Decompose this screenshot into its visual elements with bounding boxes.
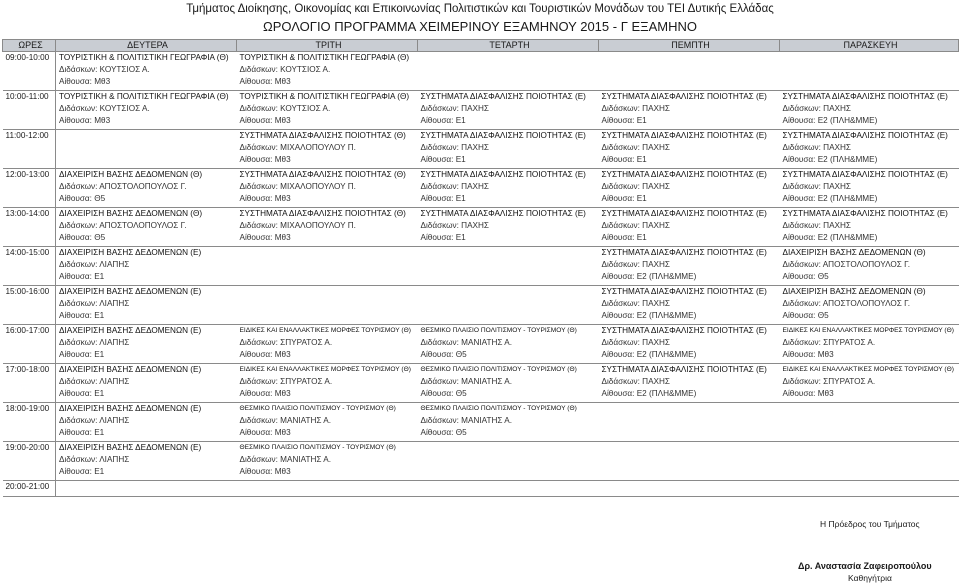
column-header-wednesday: ΤΕΤΑΡΤΗ <box>418 40 599 52</box>
table-row <box>3 286 959 325</box>
course-room: Αίθουσα: Ε2 (ΠΛΗ&ΜΜΕ) <box>782 155 878 165</box>
class-cell-wednesday <box>418 481 599 497</box>
class-cell-tuesday <box>237 247 418 286</box>
table-row <box>3 130 959 169</box>
course-teacher: Διδάσκων: ΠΑΧΗΣ <box>782 104 851 114</box>
course-teacher: Διδάσκων: ΠΑΧΗΣ <box>420 182 489 192</box>
course-room: Αίθουσα: Μθ3 <box>59 77 111 87</box>
schedule-body <box>3 52 959 497</box>
class-cell-tuesday <box>237 169 418 208</box>
time-slot: 19:00-20:00 <box>3 442 56 481</box>
document-subtitle: ΩΡΟΛΟΓΙΟ ΠΡΟΓΡΑΜΜΑ ΧΕΙΜΕΡΙΝΟΥ ΕΞΑΜΗΝΟΥ 2015 - Γ ΕΞΑΜΗΝΟ <box>263 19 697 34</box>
course-teacher: Διδάσκων: ΣΠΥΡΑΤΟΣ Α. <box>782 377 876 387</box>
course-teacher: Διδάσκων: ΜΑΝΙΑΤΗΣ Α. <box>239 455 332 465</box>
table-row <box>3 403 959 442</box>
course-title: ΘΕΣΜΙΚΟ ΠΛΑΙΣΙΟ ΠΟΛΙΤΙΣΜΟΥ - ΤΟΥΡΙΣΜΟΥ (Θ) <box>420 366 577 373</box>
column-header-friday: ΠΑΡΑΣΚΕΥΗ <box>780 40 959 52</box>
course-teacher: Διδάσκων: ΚΟΥΤΣΙΟΣ Α. <box>59 65 150 75</box>
course-teacher: Διδάσκων: ΛΙΑΠΗΣ <box>59 299 130 309</box>
course-teacher: Διδάσκων: ΛΙΑΠΗΣ <box>59 377 130 387</box>
course-title: ΣΥΣΤΗΜΑΤΑ ΔΙΑΣΦΑΛΙΣΗΣ ΠΟΙΟΤΗΤΑΣ (Ε) <box>782 170 948 179</box>
course-room: Αίθουσα: Μθ3 <box>239 389 291 399</box>
course-room: Αίθουσα: Μθ3 <box>239 233 291 243</box>
course-title: ΣΥΣΤΗΜΑΤΑ ΔΙΑΣΦΑΛΙΣΗΣ ΠΟΙΟΤΗΤΑΣ (Ε) <box>601 326 767 335</box>
class-cell-wednesday <box>418 364 599 403</box>
class-cell-thursday <box>599 169 780 208</box>
course-room: Αίθουσα: Ε1 <box>601 116 647 126</box>
course-room: Αίθουσα: Ε2 (ΠΛΗ&ΜΜΕ) <box>601 311 697 321</box>
class-cell-wednesday <box>418 247 599 286</box>
course-teacher: Διδάσκων: ΜΙΧΑΛΟΠΟΥΛΟΥ Π. <box>239 182 356 192</box>
course-teacher: Διδάσκων: ΠΑΧΗΣ <box>601 143 670 153</box>
time-slot: 14:00-15:00 <box>3 247 56 286</box>
course-room: Αίθουσα: Ε2 (ΠΛΗ&ΜΜΕ) <box>601 350 697 360</box>
course-room: Αίθουσα: Θ5 <box>59 194 106 204</box>
class-cell-tuesday <box>237 208 418 247</box>
course-title: ΣΥΣΤΗΜΑΤΑ ΔΙΑΣΦΑΛΙΣΗΣ ΠΟΙΟΤΗΤΑΣ (Θ) <box>239 170 406 179</box>
course-room: Αίθουσα: Θ5 <box>782 272 829 282</box>
course-teacher: Διδάσκων: ΠΑΧΗΣ <box>601 260 670 270</box>
class-cell-wednesday <box>418 91 599 130</box>
course-room: Αίθουσα: Μθ3 <box>782 389 834 399</box>
course-teacher: Διδάσκων: ΚΟΥΤΣΙΟΣ Α. <box>239 104 331 114</box>
course-room: Αίθουσα: Ε1 <box>420 194 466 204</box>
class-cell-monday <box>56 442 237 481</box>
course-title: ΣΥΣΤΗΜΑΤΑ ΔΙΑΣΦΑΛΙΣΗΣ ΠΟΙΟΤΗΤΑΣ (Ε) <box>782 209 948 218</box>
class-cell-friday <box>780 208 959 247</box>
course-title: ΣΥΣΤΗΜΑΤΑ ΔΙΑΣΦΑΛΙΣΗΣ ΠΟΙΟΤΗΤΑΣ (Ε) <box>601 248 767 257</box>
course-title: ΣΥΣΤΗΜΑΤΑ ΔΙΑΣΦΑΛΙΣΗΣ ΠΟΙΟΤΗΤΑΣ (Ε) <box>782 92 948 101</box>
course-title: ΣΥΣΤΗΜΑΤΑ ΔΙΑΣΦΑΛΙΣΗΣ ΠΟΙΟΤΗΤΑΣ (Ε) <box>601 131 767 140</box>
course-teacher: Διδάσκων: ΛΙΑΠΗΣ <box>59 455 130 465</box>
class-cell-tuesday <box>237 91 418 130</box>
course-room: Αίθουσα: Ε2 (ΠΛΗ&ΜΜΕ) <box>782 233 878 243</box>
class-cell-friday <box>780 169 959 208</box>
table-row <box>3 325 959 364</box>
class-cell-wednesday <box>418 442 599 481</box>
course-teacher: Διδάσκων: ΠΑΧΗΣ <box>782 143 851 153</box>
class-cell-monday <box>56 481 237 497</box>
course-room: Αίθουσα: Ε2 (ΠΛΗ&ΜΜΕ) <box>782 116 878 126</box>
document-title: Τμήματος Διοίκησης, Οικονομίας και Επικοινωνίας Πολιτιστικών και Τουριστικών Μονάδων του ΤΕΙ Δυτικής Ελλάδας <box>186 3 774 15</box>
class-cell-thursday <box>599 364 780 403</box>
signature-title: Καθηγήτρια <box>848 573 892 583</box>
table-row <box>3 91 959 130</box>
class-cell-wednesday <box>418 325 599 364</box>
course-title: ΔΙΑΧΕΙΡΙΣΗ ΒΑΣΗΣ ΔΕΔΟΜΕΝΩΝ (Ε) <box>59 248 202 257</box>
class-cell-thursday <box>599 91 780 130</box>
class-cell-tuesday <box>237 52 418 91</box>
course-room: Αίθουσα: Ε2 (ΠΛΗ&ΜΜΕ) <box>782 194 878 204</box>
class-cell-monday <box>56 364 237 403</box>
course-title: ΤΟΥΡΙΣΤΙΚΗ & ΠΟΛΙΤΙΣΤΙΚΗ ΓΕΩΓΡΑΦΙΑ (Θ) <box>59 53 229 62</box>
class-cell-monday <box>56 286 237 325</box>
course-title: ΔΙΑΧΕΙΡΙΣΗ ΒΑΣΗΣ ΔΕΔΟΜΕΝΩΝ (Ε) <box>59 404 202 413</box>
course-room: Αίθουσα: Ε1 <box>59 272 105 282</box>
course-title: ΣΥΣΤΗΜΑΤΑ ΔΙΑΣΦΑΛΙΣΗΣ ΠΟΙΟΤΗΤΑΣ (Ε) <box>782 131 948 140</box>
course-room: Αίθουσα: Ε1 <box>420 155 466 165</box>
course-title: ΣΥΣΤΗΜΑΤΑ ΔΙΑΣΦΑΛΙΣΗΣ ΠΟΙΟΤΗΤΑΣ (Ε) <box>420 92 586 101</box>
course-room: Αίθουσα: Ε1 <box>601 233 647 243</box>
column-header-hours: ΩΡΕΣ <box>3 40 56 52</box>
course-title: ΣΥΣΤΗΜΑΤΑ ΔΙΑΣΦΑΛΙΣΗΣ ΠΟΙΟΤΗΤΑΣ (Ε) <box>420 170 586 179</box>
class-cell-monday <box>56 325 237 364</box>
class-cell-monday <box>56 247 237 286</box>
course-title: ΘΕΣΜΙΚΟ ΠΛΑΙΣΙΟ ΠΟΛΙΤΙΣΜΟΥ - ΤΟΥΡΙΣΜΟΥ (Θ) <box>239 405 396 412</box>
column-header-thursday: ΠΕΜΠΤΗ <box>599 40 780 52</box>
course-teacher: Διδάσκων: ΑΠΟΣΤΟΛΟΠΟΥΛΟΣ Γ. <box>782 299 911 309</box>
course-teacher: Διδάσκων: ΜΙΧΑΛΟΠΟΥΛΟΥ Π. <box>239 221 356 231</box>
course-room: Αίθουσα: Ε1 <box>601 194 647 204</box>
course-title: ΘΕΣΜΙΚΟ ΠΛΑΙΣΙΟ ΠΟΛΙΤΙΣΜΟΥ - ΤΟΥΡΙΣΜΟΥ (Θ) <box>420 327 577 334</box>
course-title: ΔΙΑΧΕΙΡΙΣΗ ΒΑΣΗΣ ΔΕΔΟΜΕΝΩΝ (Ε) <box>59 326 202 335</box>
class-cell-wednesday <box>418 208 599 247</box>
class-cell-thursday <box>599 442 780 481</box>
course-room: Αίθουσα: Μθ3 <box>59 116 111 126</box>
course-room: Αίθουσα: Μθ3 <box>239 350 291 360</box>
table-row <box>3 481 959 497</box>
class-cell-thursday <box>599 481 780 497</box>
course-title: ΣΥΣΤΗΜΑΤΑ ΔΙΑΣΦΑΛΙΣΗΣ ΠΟΙΟΤΗΤΑΣ (Ε) <box>420 131 586 140</box>
course-title: ΣΥΣΤΗΜΑΤΑ ΔΙΑΣΦΑΛΙΣΗΣ ΠΟΙΟΤΗΤΑΣ (Ε) <box>601 170 767 179</box>
course-teacher: Διδάσκων: ΜΑΝΙΑΤΗΣ Α. <box>420 338 513 348</box>
course-teacher: Διδάσκων: ΠΑΧΗΣ <box>420 104 489 114</box>
time-slot: 11:00-12:00 <box>3 130 56 169</box>
class-cell-monday <box>56 52 237 91</box>
class-cell-monday <box>56 208 237 247</box>
course-title: ΣΥΣΤΗΜΑΤΑ ΔΙΑΣΦΑΛΙΣΗΣ ΠΟΙΟΤΗΤΑΣ (Ε) <box>601 209 767 218</box>
class-cell-monday <box>56 130 237 169</box>
course-title: ΕΙΔΙΚΕΣ ΚΑΙ ΕΝΑΛΛΑΚΤΙΚΕΣ ΜΟΡΦΕΣ ΤΟΥΡΙΣΜΟΥ (Θ) <box>239 366 411 373</box>
time-slot: 09:00-10:00 <box>3 52 56 91</box>
course-title: ΔΙΑΧΕΙΡΙΣΗ ΒΑΣΗΣ ΔΕΔΟΜΕΝΩΝ (Ε) <box>59 365 202 374</box>
course-title: ΘΕΣΜΙΚΟ ΠΛΑΙΣΙΟ ΠΟΛΙΤΙΣΜΟΥ - ΤΟΥΡΙΣΜΟΥ (Θ) <box>239 444 396 451</box>
course-teacher: Διδάσκων: ΠΑΧΗΣ <box>782 182 851 192</box>
course-title: ΕΙΔΙΚΕΣ ΚΑΙ ΕΝΑΛΛΑΚΤΙΚΕΣ ΜΟΡΦΕΣ ΤΟΥΡΙΣΜΟΥ (Θ) <box>782 327 954 334</box>
course-room: Αίθουσα: Ε1 <box>59 389 105 399</box>
class-cell-thursday <box>599 130 780 169</box>
course-teacher: Διδάσκων: ΠΑΧΗΣ <box>420 221 489 231</box>
course-room: Αίθουσα: Ε1 <box>601 155 647 165</box>
course-teacher: Διδάσκων: ΣΠΥΡΑΤΟΣ Α. <box>239 338 333 348</box>
class-cell-monday <box>56 403 237 442</box>
course-title: ΤΟΥΡΙΣΤΙΚΗ & ΠΟΛΙΤΙΣΤΙΚΗ ΓΕΩΓΡΑΦΙΑ (Θ) <box>239 53 410 62</box>
class-cell-friday <box>780 325 959 364</box>
course-room: Αίθουσα: Μθ3 <box>239 467 291 477</box>
time-slot: 13:00-14:00 <box>3 208 56 247</box>
class-cell-wednesday <box>418 286 599 325</box>
course-room: Αίθουσα: Μθ3 <box>782 350 834 360</box>
course-title: ΔΙΑΧΕΙΡΙΣΗ ΒΑΣΗΣ ΔΕΔΟΜΕΝΩΝ (Θ) <box>782 248 926 257</box>
course-room: Αίθουσα: Ε1 <box>59 428 105 438</box>
course-teacher: Διδάσκων: ΣΠΥΡΑΤΟΣ Α. <box>239 377 333 387</box>
course-teacher: Διδάσκων: ΠΑΧΗΣ <box>420 143 489 153</box>
course-teacher: Διδάσκων: ΣΠΥΡΑΤΟΣ Α. <box>782 338 876 348</box>
class-cell-thursday <box>599 52 780 91</box>
course-title: ΣΥΣΤΗΜΑΤΑ ΔΙΑΣΦΑΛΙΣΗΣ ΠΟΙΟΤΗΤΑΣ (Ε) <box>601 92 767 101</box>
course-title: ΤΟΥΡΙΣΤΙΚΗ & ΠΟΛΙΤΙΣΤΙΚΗ ΓΕΩΓΡΑΦΙΑ (Θ) <box>59 92 229 101</box>
course-room: Αίθουσα: Μθ3 <box>239 77 291 87</box>
course-title: ΕΙΔΙΚΕΣ ΚΑΙ ΕΝΑΛΛΑΚΤΙΚΕΣ ΜΟΡΦΕΣ ΤΟΥΡΙΣΜΟΥ (Θ) <box>782 366 954 373</box>
course-title: ΔΙΑΧΕΙΡΙΣΗ ΒΑΣΗΣ ΔΕΔΟΜΕΝΩΝ (Ε) <box>59 287 202 296</box>
class-cell-thursday <box>599 403 780 442</box>
class-cell-thursday <box>599 325 780 364</box>
class-cell-friday <box>780 403 959 442</box>
course-teacher: Διδάσκων: ΜΑΝΙΑΤΗΣ Α. <box>239 416 332 426</box>
course-room: Αίθουσα: Μθ3 <box>239 155 291 165</box>
class-cell-monday <box>56 91 237 130</box>
course-teacher: Διδάσκων: ΑΠΟΣΤΟΛΟΠΟΥΛΟΣ Γ. <box>782 260 911 270</box>
course-title: ΔΙΑΧΕΙΡΙΣΗ ΒΑΣΗΣ ΔΕΔΟΜΕΝΩΝ (Ε) <box>59 443 202 452</box>
course-room: Αίθουσα: Ε1 <box>59 311 105 321</box>
course-title: ΤΟΥΡΙΣΤΙΚΗ & ΠΟΛΙΤΙΣΤΙΚΗ ΓΕΩΓΡΑΦΙΑ (Θ) <box>239 92 410 101</box>
class-cell-friday <box>780 247 959 286</box>
course-teacher: Διδάσκων: ΠΑΧΗΣ <box>601 104 670 114</box>
course-room: Αίθουσα: Θ5 <box>420 428 467 438</box>
class-cell-friday <box>780 481 959 497</box>
class-cell-wednesday <box>418 403 599 442</box>
time-slot: 18:00-19:00 <box>3 403 56 442</box>
course-teacher: Διδάσκων: ΛΙΑΠΗΣ <box>59 260 130 270</box>
course-room: Αίθουσα: Ε2 (ΠΛΗ&ΜΜΕ) <box>601 272 697 282</box>
class-cell-friday <box>780 130 959 169</box>
class-cell-tuesday <box>237 481 418 497</box>
class-cell-wednesday <box>418 52 599 91</box>
course-teacher: Διδάσκων: ΠΑΧΗΣ <box>782 221 851 231</box>
column-header-monday: ΔΕΥΤΕΡΑ <box>56 40 237 52</box>
course-teacher: Διδάσκων: ΠΑΧΗΣ <box>601 299 670 309</box>
table-row <box>3 364 959 403</box>
class-cell-friday <box>780 364 959 403</box>
class-cell-friday <box>780 52 959 91</box>
signature-role: Η Πρόεδρος του Τμήματος <box>820 519 920 529</box>
course-title: ΕΙΔΙΚΕΣ ΚΑΙ ΕΝΑΛΛΑΚΤΙΚΕΣ ΜΟΡΦΕΣ ΤΟΥΡΙΣΜΟΥ (Θ) <box>239 327 411 334</box>
class-cell-tuesday <box>237 130 418 169</box>
signature-name: Δρ. Αναστασία Ζαφειροπούλου <box>798 561 932 571</box>
class-cell-thursday <box>599 247 780 286</box>
course-title: ΔΙΑΧΕΙΡΙΣΗ ΒΑΣΗΣ ΔΕΔΟΜΕΝΩΝ (Θ) <box>782 287 926 296</box>
course-teacher: Διδάσκων: ΚΟΥΤΣΙΟΣ Α. <box>59 104 150 114</box>
table-row <box>3 169 959 208</box>
time-slot: 17:00-18:00 <box>3 364 56 403</box>
class-cell-friday <box>780 91 959 130</box>
course-room: Αίθουσα: Μθ3 <box>239 116 291 126</box>
course-teacher: Διδάσκων: ΠΑΧΗΣ <box>601 182 670 192</box>
course-title: ΣΥΣΤΗΜΑΤΑ ΔΙΑΣΦΑΛΙΣΗΣ ΠΟΙΟΤΗΤΑΣ (Ε) <box>601 365 767 374</box>
class-cell-friday <box>780 442 959 481</box>
class-cell-monday <box>56 169 237 208</box>
course-teacher: Διδάσκων: ΠΑΧΗΣ <box>601 338 670 348</box>
table-row <box>3 208 959 247</box>
time-slot: 15:00-16:00 <box>3 286 56 325</box>
course-room: Αίθουσα: Θ5 <box>782 311 829 321</box>
course-teacher: Διδάσκων: ΚΟΥΤΣΙΟΣ Α. <box>239 65 331 75</box>
class-cell-wednesday <box>418 169 599 208</box>
time-slot: 16:00-17:00 <box>3 325 56 364</box>
class-cell-tuesday <box>237 325 418 364</box>
course-room: Αίθουσα: Θ5 <box>420 389 467 399</box>
class-cell-tuesday <box>237 286 418 325</box>
course-room: Αίθουσα: Ε2 (ΠΛΗ&ΜΜΕ) <box>601 389 697 399</box>
course-teacher: Διδάσκων: ΜΑΝΙΑΤΗΣ Α. <box>420 416 513 426</box>
course-title: ΘΕΣΜΙΚΟ ΠΛΑΙΣΙΟ ΠΟΛΙΤΙΣΜΟΥ - ΤΟΥΡΙΣΜΟΥ (Θ) <box>420 405 577 412</box>
course-title: ΣΥΣΤΗΜΑΤΑ ΔΙΑΣΦΑΛΙΣΗΣ ΠΟΙΟΤΗΤΑΣ (Ε) <box>601 287 767 296</box>
course-room: Αίθουσα: Ε1 <box>420 233 466 243</box>
course-title: ΣΥΣΤΗΜΑΤΑ ΔΙΑΣΦΑΛΙΣΗΣ ΠΟΙΟΤΗΤΑΣ (Ε) <box>420 209 586 218</box>
table-row <box>3 442 959 481</box>
course-room: Αίθουσα: Μθ3 <box>239 428 291 438</box>
course-teacher: Διδάσκων: ΛΙΑΠΗΣ <box>59 416 130 426</box>
course-title: ΣΥΣΤΗΜΑΤΑ ΔΙΑΣΦΑΛΙΣΗΣ ΠΟΙΟΤΗΤΑΣ (Θ) <box>239 131 406 140</box>
class-cell-thursday <box>599 208 780 247</box>
course-teacher: Διδάσκων: ΠΑΧΗΣ <box>601 221 670 231</box>
schedule-table <box>2 39 959 497</box>
time-slot: 12:00-13:00 <box>3 169 56 208</box>
course-teacher: Διδάσκων: ΑΠΟΣΤΟΛΟΠΟΥΛΟΣ Γ. <box>59 182 187 192</box>
column-header-tuesday: ΤΡΙΤΗ <box>237 40 418 52</box>
class-cell-wednesday <box>418 130 599 169</box>
course-title: ΔΙΑΧΕΙΡΙΣΗ ΒΑΣΗΣ ΔΕΔΟΜΕΝΩΝ (Θ) <box>59 170 203 179</box>
course-teacher: Διδάσκων: ΑΠΟΣΤΟΛΟΠΟΥΛΟΣ Γ. <box>59 221 187 231</box>
header-row <box>3 40 959 52</box>
class-cell-tuesday <box>237 364 418 403</box>
course-title: ΣΥΣΤΗΜΑΤΑ ΔΙΑΣΦΑΛΙΣΗΣ ΠΟΙΟΤΗΤΑΣ (Θ) <box>239 209 406 218</box>
course-room: Αίθουσα: Μθ3 <box>239 194 291 204</box>
course-room: Αίθουσα: Ε1 <box>59 350 105 360</box>
class-cell-tuesday <box>237 403 418 442</box>
class-cell-friday <box>780 286 959 325</box>
class-cell-tuesday <box>237 442 418 481</box>
course-room: Αίθουσα: Θ5 <box>420 350 467 360</box>
course-teacher: Διδάσκων: ΜΙΧΑΛΟΠΟΥΛΟΥ Π. <box>239 143 356 153</box>
course-room: Αίθουσα: Θ5 <box>59 233 106 243</box>
course-title: ΔΙΑΧΕΙΡΙΣΗ ΒΑΣΗΣ ΔΕΔΟΜΕΝΩΝ (Θ) <box>59 209 203 218</box>
course-room: Αίθουσα: Ε1 <box>59 467 105 477</box>
class-cell-thursday <box>599 286 780 325</box>
course-teacher: Διδάσκων: ΛΙΑΠΗΣ <box>59 338 130 348</box>
time-slot: 20:00-21:00 <box>3 481 56 497</box>
course-room: Αίθουσα: Ε1 <box>420 116 466 126</box>
time-slot: 10:00-11:00 <box>3 91 56 130</box>
table-row <box>3 52 959 91</box>
table-row <box>3 247 959 286</box>
course-teacher: Διδάσκων: ΜΑΝΙΑΤΗΣ Α. <box>420 377 513 387</box>
course-teacher: Διδάσκων: ΠΑΧΗΣ <box>601 377 670 387</box>
